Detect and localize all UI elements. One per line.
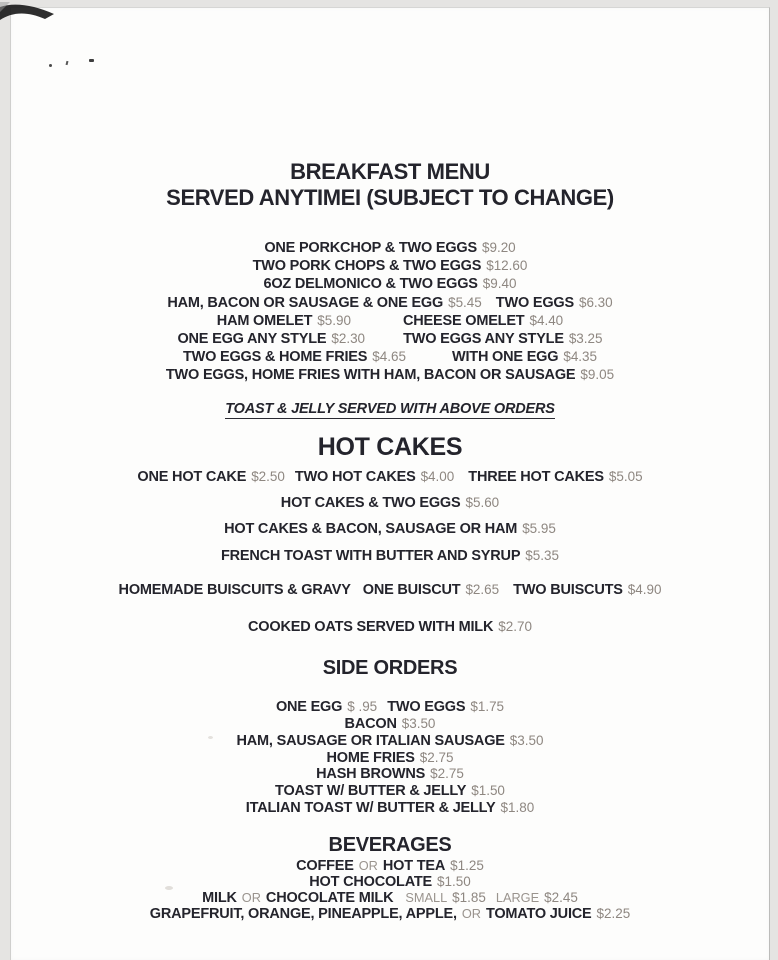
breakfast-items [11, 239, 769, 385]
item-name: TOAST W/ BUTTER & JELLY [275, 783, 467, 800]
item-name: HOT TEA [382, 857, 446, 874]
item-price: $5.60 [465, 495, 500, 511]
item-name: HOT CAKES & TWO EGGS [280, 495, 461, 512]
underlined-note: TOAST & JELLY SERVED WITH ABOVE ORDERS [225, 400, 555, 417]
menu-subtitle: SERVED ANYTIMEI (SUBJECT TO CHANGE) [166, 185, 614, 210]
item-price: $2.75 [419, 749, 454, 765]
item-price: $1.50 [471, 783, 505, 799]
item-name: HOME FRIES [326, 749, 415, 766]
item-price: $1.50 [437, 873, 471, 889]
item-price: $4.00 [420, 468, 455, 484]
menu-line [11, 750, 769, 767]
item-name: ONE BUISCUT [362, 582, 461, 599]
item-price: $1.75 [470, 699, 505, 715]
item-price: $9.20 [481, 240, 516, 255]
toast-note [11, 400, 769, 419]
item-name: TWO BUISCUTS [513, 582, 623, 599]
item-price: $5.45 [448, 294, 482, 310]
hotcakes-header: HOT CAKES [317, 432, 463, 461]
item-connector: SMALL [405, 889, 448, 905]
menu-line [11, 800, 769, 817]
item-name: GRAPEFRUIT, ORANGE, PINEAPPLE, APPLE, [149, 905, 457, 922]
item-price: $4.40 [529, 312, 564, 328]
side-orders-items [11, 699, 769, 817]
menu-line [11, 366, 769, 384]
menu-line [11, 716, 769, 733]
item-price: $12.60 [486, 258, 528, 274]
menu-line [11, 490, 769, 516]
item-name: 6OZ DELMONICO & TWO EGGS [263, 276, 478, 293]
menu-line [11, 783, 769, 800]
item-name: CHOCOLATE MILK [265, 889, 394, 906]
menu-line [11, 874, 769, 890]
item-price: $3.25 [568, 331, 603, 347]
biscuits-items [11, 582, 769, 635]
menu-paper-page [10, 7, 770, 960]
menu-line [11, 766, 769, 783]
item-name: TWO HOT CAKES [294, 468, 416, 485]
item-name: ONE PORKCHOP & TWO EGGS [264, 240, 477, 256]
side-orders-header: SIDE ORDERS [322, 657, 458, 680]
item-price: $6.30 [578, 294, 613, 310]
beverages-items [11, 858, 769, 922]
item-name: ONE HOT CAKE [137, 468, 247, 485]
menu-line [11, 516, 769, 542]
item-price: $4.35 [563, 349, 598, 365]
item-price: $5.05 [608, 468, 643, 484]
menu-line [11, 275, 769, 293]
item-name: THREE HOT CAKES [468, 468, 604, 485]
hotcakes-items [11, 464, 769, 570]
item-name: BACON [344, 716, 397, 733]
menu-line [11, 330, 769, 348]
item-price: $2.65 [465, 582, 500, 598]
item-name: FRENCH TOAST WITH BUTTER AND SYRUP [220, 547, 521, 564]
item-connector: LARGE [495, 889, 540, 905]
item-name: HOMEMADE BUISCUITS & GRAVY [118, 582, 351, 599]
item-price: $2.75 [430, 766, 464, 782]
menu-line [11, 858, 769, 874]
menu-line [11, 733, 769, 750]
menu-line [11, 906, 769, 922]
item-name: HAM OMELET [216, 312, 313, 329]
item-name: TWO EGGS [387, 699, 466, 716]
item-name: TWO EGGS [495, 294, 574, 311]
item-price: $1.80 [500, 800, 535, 816]
item-price: $9.05 [580, 367, 615, 383]
item-name: TWO EGGS, HOME FRIES WITH HAM, BACON OR SAUSAGE [165, 367, 576, 384]
item-connector: OR [241, 889, 261, 905]
item-name: TOMATO JUICE [485, 905, 592, 922]
item-price: $1.85 [452, 889, 486, 905]
menu-line [11, 239, 769, 257]
menu-line [11, 543, 769, 569]
item-name: HOT CAKES & BACON, SAUSAGE OR HAM [224, 521, 518, 538]
item-name: TWO EGGS ANY STYLE [403, 331, 564, 348]
menu-line [11, 294, 769, 312]
item-name: TWO PORK CHOPS & TWO EGGS [252, 258, 482, 275]
item-name: ONE EGG ANY STYLE [177, 331, 327, 348]
item-connector: OR [358, 857, 378, 873]
menu-line [11, 464, 769, 490]
item-price: $5.95 [522, 521, 556, 537]
item-name: MILK [202, 889, 237, 906]
item-name: WITH ONE EGG [451, 349, 559, 366]
item-price: $4.65 [372, 349, 406, 365]
menu-blocks [11, 239, 769, 922]
beverages-header: BEVERAGES [328, 833, 452, 856]
item-price: $3.50 [401, 716, 436, 732]
menu-line [11, 257, 769, 275]
menu-line [11, 699, 769, 716]
item-price: $2.30 [331, 331, 366, 347]
item-name: COOKED OATS SERVED WITH MILK [248, 619, 494, 636]
menu-title: BREAKFAST MENU [290, 159, 490, 184]
menu-line [11, 312, 769, 330]
item-name: HAM, BACON OR SAUSAGE & ONE EGG [167, 294, 444, 311]
menu-line [11, 890, 769, 906]
item-price: $2.70 [498, 619, 532, 635]
item-connector: OR [461, 905, 481, 921]
item-name: COFFEE [296, 857, 354, 874]
item-price: $4.90 [627, 582, 662, 598]
menu-line [11, 619, 769, 635]
menu-line [11, 348, 769, 366]
item-name: HASH BROWNS [316, 766, 426, 783]
item-price: $ .95 [347, 699, 378, 715]
item-name: HAM, SAUSAGE OR ITALIAN SAUSAGE [236, 732, 505, 749]
item-price: $5.35 [525, 547, 560, 563]
item-name: TWO EGGS & HOME FRIES [182, 349, 368, 366]
item-price: $5.90 [317, 312, 351, 328]
item-price: $2.25 [596, 905, 631, 921]
item-price: $2.50 [251, 468, 285, 484]
menu-content [11, 8, 769, 922]
item-price: $2.45 [544, 889, 578, 905]
item-name: CHEESE OMELET [402, 312, 525, 329]
item-price: $1.25 [450, 857, 484, 873]
item-name: ONE EGG [275, 699, 343, 716]
item-name: HOT CHOCOLATE [309, 873, 433, 890]
item-price: $3.50 [509, 732, 544, 748]
menu-line [11, 582, 769, 598]
item-name: ITALIAN TOAST W/ BUTTER & JELLY [245, 800, 496, 817]
item-price: $9.40 [482, 276, 517, 292]
